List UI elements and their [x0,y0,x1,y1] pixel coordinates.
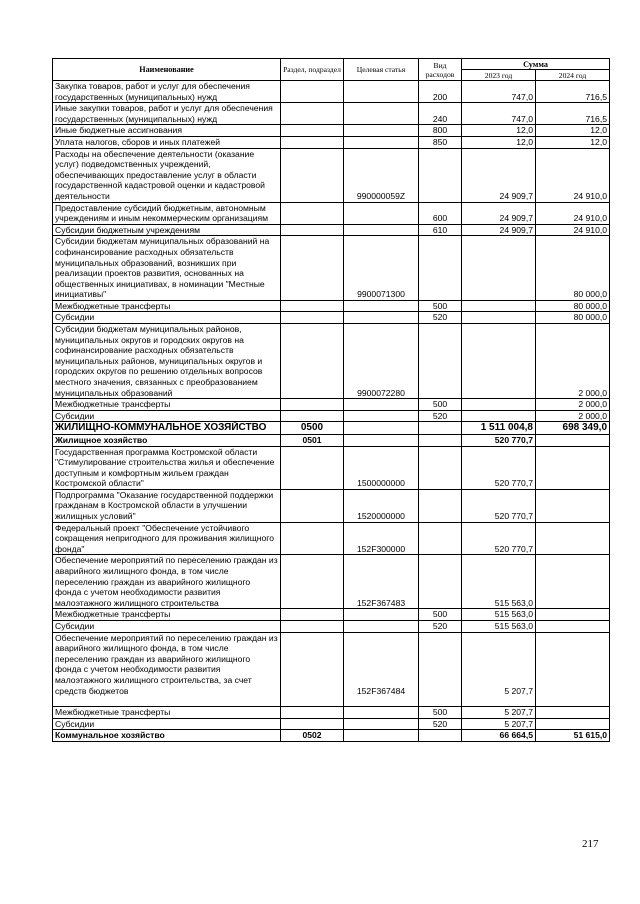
table-row [53,718,610,730]
table-row [53,136,610,148]
row-section-cell [281,300,344,312]
row-section-cell [281,410,344,422]
row-2023-cell [462,399,536,411]
row-2023-cell: 515 563,0 [462,609,536,621]
row-section-cell [281,236,344,301]
table-row [53,224,610,236]
row-2024-cell [536,489,610,522]
row-kind-cell [419,632,462,707]
row-2024-cell: 80 000,0 [536,300,610,312]
row-kind-cell: 520 [419,621,462,633]
row-2023-cell: 5 207,7 [462,718,536,730]
row-2023-cell: 515 563,0 [462,555,536,609]
row-target-cell [344,718,419,730]
row-2023-cell: 12,0 [462,125,536,137]
row-2024-cell [536,707,610,719]
row-2024-cell [536,446,610,489]
row-2023-cell [462,410,536,422]
row-target-cell: 1520000000 [344,489,419,522]
row-target-cell: 9900072280 [344,324,419,399]
page-number: 217 [582,838,599,850]
row-kind-cell: 600 [419,202,462,224]
table-row [53,236,610,301]
row-name-cell: Субсидии [53,410,281,422]
table-row [53,434,610,446]
row-2024-cell: 716,5 [536,103,610,125]
row-name-cell: Субсидии бюджетам муниципальных образований на софинансирование расходных обязательств муниципальных образований, возникших при реализации проектов развития, основанных на общественных инициативах, в номинации "Местные инициативы" [53,236,281,301]
row-2023-cell: 747,0 [462,81,536,103]
row-2024-cell: 24 910,0 [536,202,610,224]
header-sum: Сумма [462,59,610,70]
row-target-cell [344,410,419,422]
table-header [53,59,610,81]
row-name-cell: Межбюджетные трансферты [53,300,281,312]
row-name-cell: ЖИЛИЩНО-КОММУНАЛЬНОЕ ХОЗЯЙСТВО [53,422,281,435]
row-2024-cell: 80 000,0 [536,312,610,324]
row-section-cell [281,609,344,621]
row-kind-cell [419,148,462,202]
row-2024-cell: 24 910,0 [536,148,610,202]
row-section-cell [281,446,344,489]
row-2024-cell [536,632,610,707]
row-section-cell [281,489,344,522]
row-section-cell [281,202,344,224]
row-name-cell: Межбюджетные трансферты [53,609,281,621]
row-name-cell: Субсидии [53,621,281,633]
budget-document [52,58,609,742]
table-row [53,730,610,742]
row-section-cell [281,125,344,137]
row-kind-cell [419,555,462,609]
row-2024-cell [536,522,610,555]
row-section-cell [281,718,344,730]
row-2024-cell [536,718,610,730]
table-row [53,621,610,633]
row-2024-cell [536,434,610,446]
table-row [53,422,610,435]
row-2024-cell: 716,5 [536,81,610,103]
row-kind-cell [419,422,462,435]
row-2024-cell: 2 000,0 [536,410,610,422]
row-name-cell: Обеспечение мероприятий по переселению граждан из аварийного жилищного фонда, в том числе переселению граждан из аварийного жилищного фонда с учетом необходимости развития малоэтажного жилищного строительства [53,555,281,609]
row-kind-cell: 850 [419,136,462,148]
row-2024-cell: 2 000,0 [536,324,610,399]
row-name-cell: Расходы на обеспечение деятельности (оказание услуг) подведомственных учреждений, обеспечивающих предоставление услуг в области государственной кадастровой оценки и кадастровой деятельности [53,148,281,202]
row-name-cell: Субсидии бюджетным учреждениям [53,224,281,236]
table-row [53,632,610,707]
row-target-cell [344,730,419,742]
row-section-cell [281,148,344,202]
row-2023-cell [462,312,536,324]
row-section-cell [281,621,344,633]
row-2024-cell [536,621,610,633]
row-kind-cell: 500 [419,300,462,312]
row-2023-cell [462,236,536,301]
row-kind-cell: 200 [419,81,462,103]
row-2024-cell: 2 000,0 [536,399,610,411]
row-target-cell: 1500000000 [344,446,419,489]
row-section-cell [281,399,344,411]
row-name-cell: Жилищное хозяйство [53,434,281,446]
table-body [53,81,610,742]
row-2023-cell [462,324,536,399]
row-2023-cell: 747,0 [462,103,536,125]
budget-table [52,58,610,742]
row-kind-cell: 520 [419,410,462,422]
row-target-cell [344,609,419,621]
row-section-cell [281,555,344,609]
row-section-cell: 0502 [281,730,344,742]
header-2024: 2024 год [536,70,610,81]
row-target-cell: 152F300000 [344,522,419,555]
row-2023-cell: 1 511 004,8 [462,422,536,435]
row-kind-cell: 500 [419,399,462,411]
row-target-cell: 990000059Z [344,148,419,202]
row-kind-cell: 800 [419,125,462,137]
row-2023-cell: 520 770,7 [462,522,536,555]
row-2023-cell: 12,0 [462,136,536,148]
row-2023-cell: 520 770,7 [462,489,536,522]
row-section-cell [281,522,344,555]
row-name-cell: Иные закупки товаров, работ и услуг для обеспечения государственных (муниципальных) нужд [53,103,281,125]
row-name-cell: Государственная программа Костромской области "Стимулирование строительства жилья и обеспечение доступным и комфортным жильем граждан Костромской области" [53,446,281,489]
row-kind-cell: 500 [419,707,462,719]
row-target-cell [344,202,419,224]
row-section-cell [281,707,344,719]
row-2023-cell: 24 909,7 [462,148,536,202]
row-section-cell [281,81,344,103]
row-kind-cell [419,324,462,399]
row-2024-cell [536,555,610,609]
header-kind: Вид расходов [419,59,462,81]
row-kind-cell [419,446,462,489]
row-name-cell: Обеспечение мероприятий по переселению граждан из аварийного жилищного фонда, в том числе переселению граждан из аварийного жилищного фонда с учетом необходимости развития малоэтажного жилищного строительства, за счет средств бюджетов [53,632,281,707]
row-2023-cell: 515 563,0 [462,621,536,633]
row-target-cell [344,81,419,103]
row-target-cell: 9900071300 [344,236,419,301]
row-target-cell [344,300,419,312]
row-2024-cell: 12,0 [536,136,610,148]
row-2024-cell: 51 615,0 [536,730,610,742]
row-target-cell [344,434,419,446]
row-2023-cell: 5 207,7 [462,632,536,707]
row-target-cell [344,224,419,236]
header-2023: 2023 год [462,70,536,81]
table-row [53,202,610,224]
row-kind-cell: 520 [419,312,462,324]
row-section-cell [281,312,344,324]
row-target-cell [344,399,419,411]
row-name-cell: Субсидии [53,718,281,730]
row-kind-cell [419,489,462,522]
table-row [53,489,610,522]
row-section-cell [281,224,344,236]
row-2024-cell: 24 910,0 [536,224,610,236]
row-section-cell [281,324,344,399]
row-name-cell: Закупка товаров, работ и услуг для обеспечения государственных (муниципальных) нужд [53,81,281,103]
row-name-cell: Межбюджетные трансферты [53,399,281,411]
row-target-cell [344,422,419,435]
row-section-cell [281,632,344,707]
table-row [53,148,610,202]
table-row [53,103,610,125]
row-target-cell [344,707,419,719]
table-row [53,81,610,103]
row-kind-cell [419,434,462,446]
table-row [53,312,610,324]
table-row [53,707,610,719]
row-2024-cell: 80 000,0 [536,236,610,301]
row-name-cell: Предоставление субсидий бюджетным, автономным учреждениям и иным некоммерческим организациям [53,202,281,224]
row-section-cell [281,103,344,125]
row-target-cell: 152F367484 [344,632,419,707]
row-name-cell: Коммунальное хозяйство [53,730,281,742]
row-section-cell [281,136,344,148]
row-kind-cell: 520 [419,718,462,730]
row-kind-cell [419,522,462,555]
table-row [53,399,610,411]
row-2023-cell: 66 664,5 [462,730,536,742]
row-target-cell: 152F367483 [344,555,419,609]
table-row [53,410,610,422]
row-name-cell: Уплата налогов, сборов и иных платежей [53,136,281,148]
row-target-cell [344,125,419,137]
row-name-cell: Федеральный проект "Обеспечение устойчивого сокращения непригодного для проживания жилищного фонда" [53,522,281,555]
row-kind-cell [419,730,462,742]
row-2023-cell: 24 909,7 [462,224,536,236]
table-row [53,522,610,555]
row-2023-cell: 24 909,7 [462,202,536,224]
row-target-cell [344,621,419,633]
table-row [53,609,610,621]
header-name: Наименование [53,59,281,81]
table-row [53,300,610,312]
row-kind-cell: 240 [419,103,462,125]
row-name-cell: Субсидии [53,312,281,324]
row-name-cell: Субсидии бюджетам муниципальных районов, муниципальных округов и городских округов на софинансирование расходных обязательств муниципальных районов, муниципальных округов и городских округов по решению отдельных вопросов местного значения, связанных с преобразованием муниципальных образований [53,324,281,399]
row-name-cell: Иные бюджетные ассигнования [53,125,281,137]
row-section-cell: 0500 [281,422,344,435]
header-section: Раздел, подраздел [281,59,344,81]
row-2023-cell: 520 770,7 [462,434,536,446]
row-kind-cell: 500 [419,609,462,621]
row-kind-cell [419,236,462,301]
header-target: Целевая статья [344,59,419,81]
row-2024-cell [536,609,610,621]
row-name-cell: Подпрограмма "Оказание государственной поддержки гражданам в Костромской области в улучшении жилищных условий" [53,489,281,522]
row-kind-cell: 610 [419,224,462,236]
row-2023-cell [462,300,536,312]
row-2024-cell: 698 349,0 [536,422,610,435]
table-row [53,125,610,137]
row-2023-cell: 520 770,7 [462,446,536,489]
row-target-cell [344,312,419,324]
row-section-cell: 0501 [281,434,344,446]
row-name-cell: Межбюджетные трансферты [53,707,281,719]
row-2023-cell: 5 207,7 [462,707,536,719]
row-target-cell [344,136,419,148]
row-2024-cell: 12,0 [536,125,610,137]
row-target-cell [344,103,419,125]
table-row [53,324,610,399]
table-row [53,555,610,609]
table-row [53,446,610,489]
